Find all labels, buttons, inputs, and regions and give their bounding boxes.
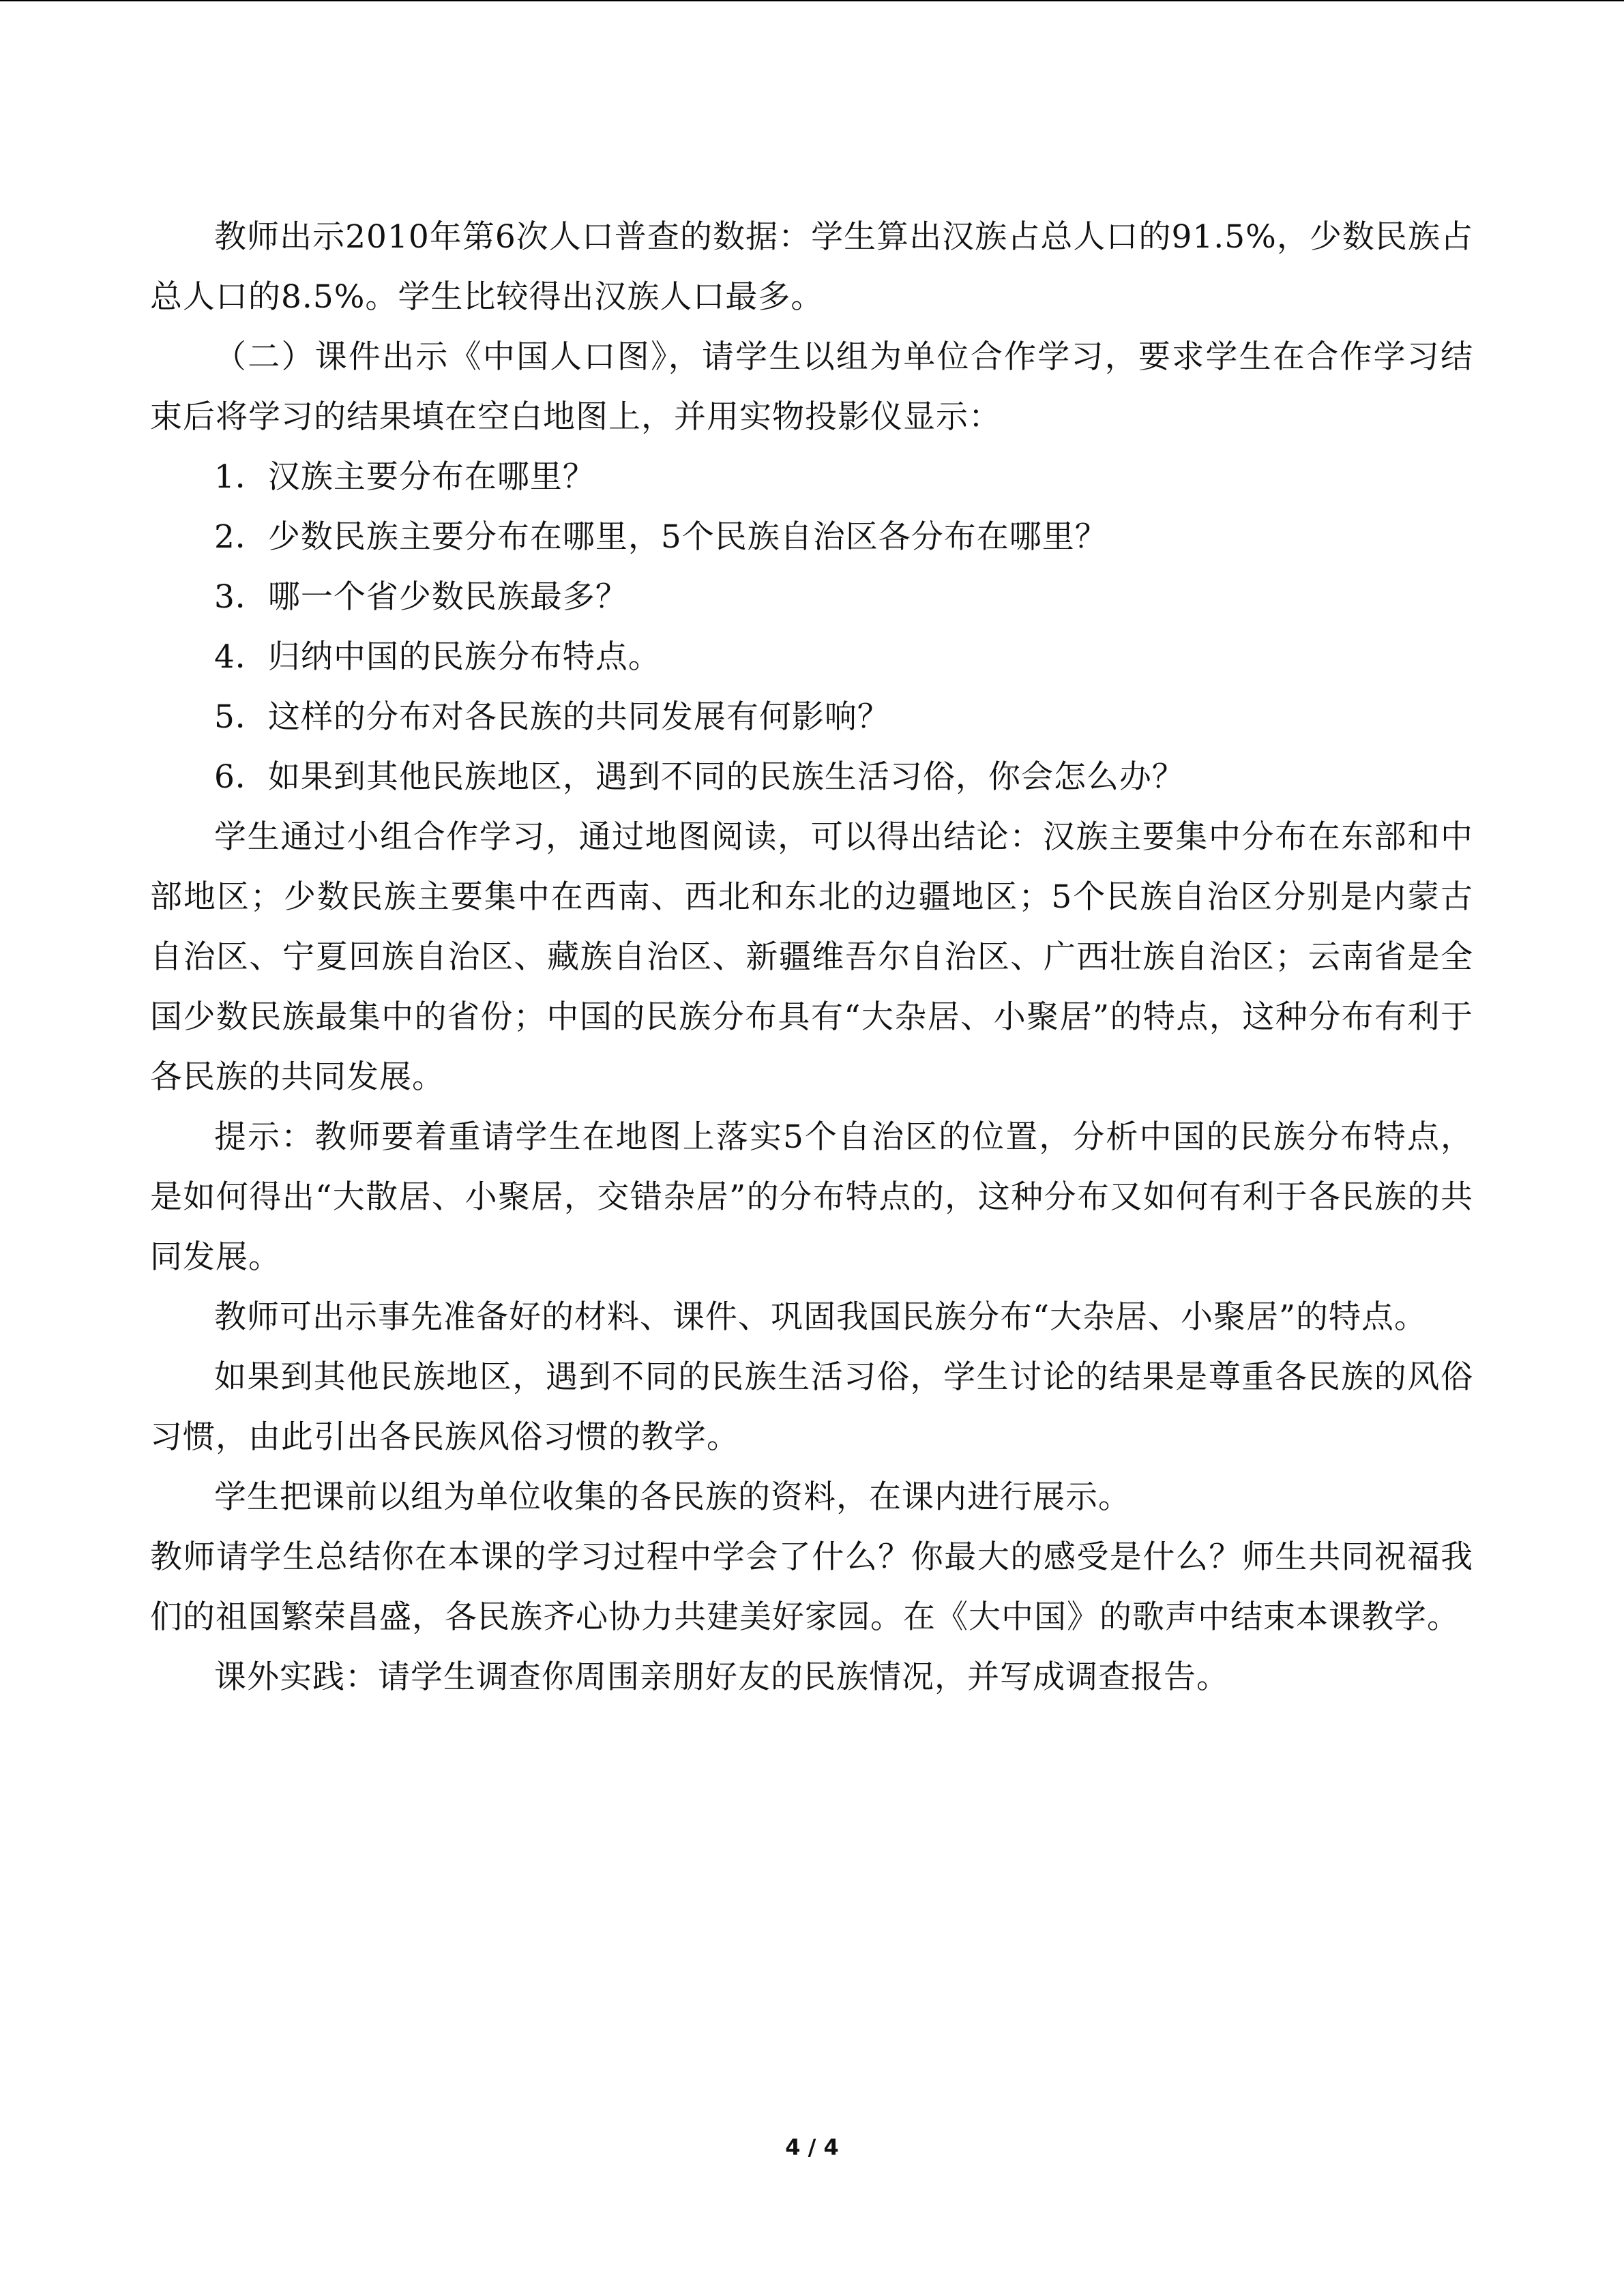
question-4: 4．归纳中国的民族分布特点。 <box>214 638 661 676</box>
paragraph-customs: 如果到其他民族地区，遇到不同的民族生活习俗，学生讨论的结果是尊重各民族的风俗习惯，由此引出各民族风俗习惯的教学。 <box>150 1358 1473 1456</box>
question-2: 2．少数民族主要分布在哪里，5个民族自治区各分布在哪里？ <box>214 518 1108 556</box>
paragraph-practice: 课外实践：请学生调查你周围亲朋好友的民族情况，并写成调查报告。 <box>214 1658 1229 1696</box>
question-6: 6．如果到其他民族地区，遇到不同的民族生活习俗，你会怎么办？ <box>214 758 1185 796</box>
question-5: 5．这样的分布对各民族的共同发展有何影响？ <box>214 698 890 736</box>
paragraph-population-map-task: （二）课件出示《中国人口图》，请学生以组为单位合作学习，要求学生在合作学习结束后将学习的结果填在空白地图上，并用实物投影仪显示： <box>150 338 1473 436</box>
page-number: 4 / 4 <box>785 2134 839 2160</box>
paragraph-teacher-materials: 教师可出示事先准备好的材料、课件、巩固我国民族分布“大杂居、小聚居”的特点。 <box>214 1298 1428 1336</box>
document-body <box>150 207 1473 1708</box>
paragraph-summary: 教师请学生总结你在本课的学习过程中学会了什么？你最大的感受是什么？师生共同祝福我们的祖国繁荣昌盛，各民族齐心协力共建美好家园。在《大中国》的歌声中结束本课教学。 <box>150 1538 1473 1636</box>
paragraph-student-display: 学生把课前以组为单位收集的各民族的资料，在课内进行展示。 <box>214 1478 1131 1516</box>
question-1: 1．汉族主要分布在哪里？ <box>214 458 595 496</box>
paragraph-hint: 提示：教师要着重请学生在地图上落实5个自治区的位置，分析中国的民族分布特点，是如何得出“大散居、小聚居，交错杂居”的分布特点的，这种分布又如何有利于各民族的共同发展。 <box>150 1118 1473 1276</box>
paragraph-census-data: 教师出示2010年第6次人口普查的数据：学生算出汉族占总人口的91.5%，少数民族占总人口的8.5%。学生比较得出汉族人口最多。 <box>150 218 1473 316</box>
paragraph-conclusion: 学生通过小组合作学习，通过地图阅读，可以得出结论：汉族主要集中分布在东部和中部地区；少数民族主要集中在西南、西北和东北的边疆地区；5个民族自治区分别是内蒙古自治区、宁夏回族自治区、藏族自治区、新疆维吾尔自治区、广西壮族自治区；云南省是全国少数民族最集中的省份；中国的民族分布具有“大杂居、小聚居”的特点，这种分布有利于各民族的共同发展。 <box>150 818 1473 1096</box>
question-3: 3．哪一个省少数民族最多？ <box>214 578 628 616</box>
